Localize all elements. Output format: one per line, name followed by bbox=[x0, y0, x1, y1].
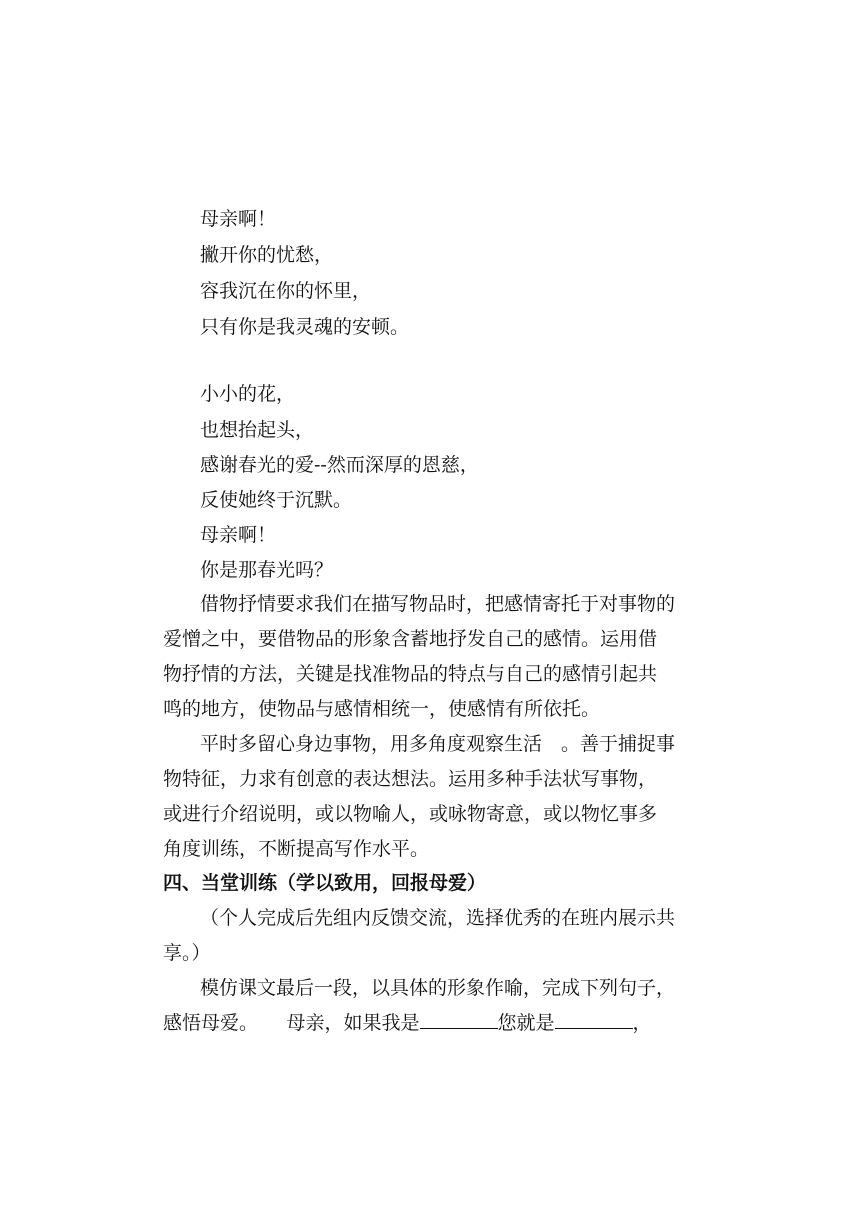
task-text-mid: 您就是 bbox=[497, 1012, 555, 1034]
poem-line: 撇开你的忧愁， bbox=[200, 244, 334, 266]
poem-line: 你是那春光吗？ bbox=[200, 559, 334, 581]
paragraph-line: 鸣的地方，使物品与感情相统一，使感情有所依托。 bbox=[163, 698, 601, 720]
poem-line: 只有你是我灵魂的安顿。 bbox=[200, 316, 410, 338]
poem-line: 小小的花， bbox=[200, 383, 296, 405]
paragraph-line: 或进行介绍说明，或以物喻人，或咏物寄意，或以物忆事多 bbox=[163, 803, 658, 825]
poem-line: 母亲啊！ bbox=[200, 524, 277, 546]
task-line-with-blanks bbox=[163, 1010, 652, 1036]
task-line: 模仿课文最后一段，以具体的形象作喻，完成下列句子， bbox=[200, 977, 676, 999]
paragraph-line: 平时多留心身边事物，用多角度观察生活 。善于捕捉事 bbox=[200, 733, 676, 755]
note-line: 享。） bbox=[163, 942, 211, 964]
poem-line: 容我沉在你的怀里， bbox=[200, 280, 372, 302]
poem-line: 感谢春光的爱--然而深厚的恩慈， bbox=[200, 454, 479, 476]
paragraph-line: 爱憎之中，要借物品的形象含蓄地抒发自己的感情。运用借 bbox=[163, 628, 658, 650]
paragraph-line: 角度训练，不断提高写作水平。 bbox=[163, 838, 430, 860]
poem-line: 也想抬起头， bbox=[200, 419, 315, 441]
paragraph-line: 物特征，力求有创意的表达想法。运用多种手法状写事物， bbox=[163, 768, 658, 790]
poem-line: 母亲啊！ bbox=[200, 208, 277, 230]
task-text-start: 感悟母爱。 母亲，如果我是 bbox=[163, 1012, 420, 1034]
section-heading: 四、当堂训练（学以致用，回报母爱） bbox=[163, 872, 487, 894]
paragraph-line: 物抒情的方法，关键是找准物品的特点与自己的感情引起共 bbox=[163, 663, 658, 685]
task-text-end: ， bbox=[632, 1012, 652, 1034]
poem-line: 反使她终于沉默。 bbox=[200, 489, 353, 511]
fill-blank[interactable] bbox=[420, 1010, 498, 1029]
note-line: （个人完成后先组内反馈交流，选择优秀的在班内展示共 bbox=[200, 907, 676, 929]
fill-blank[interactable] bbox=[555, 1010, 633, 1029]
paragraph-line: 借物抒情要求我们在描写物品时，把感情寄托于对事物的 bbox=[200, 593, 676, 615]
